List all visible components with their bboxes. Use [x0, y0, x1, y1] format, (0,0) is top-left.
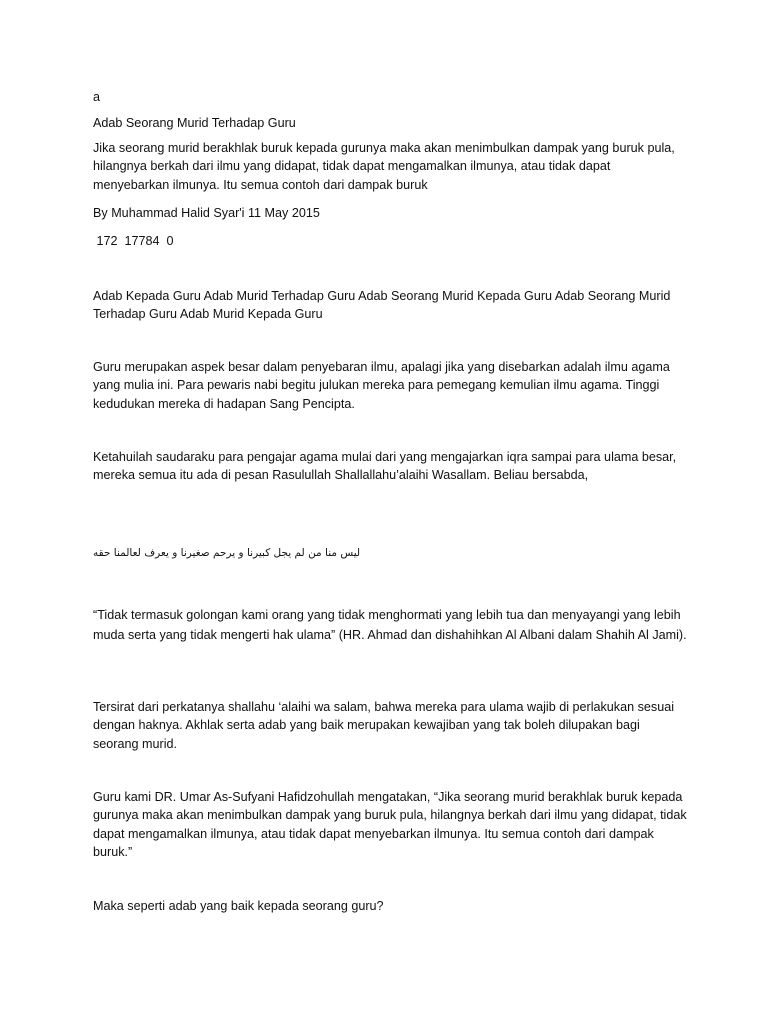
- paragraph-2: Ketahuilah saudaraku para pengajar agama mulai dari yang mengajarkan iqra sampai para ulama besar, mereka semua itu ada di pesan Rasulullah Shallallahu’alaihi Wasallam. Beliau bersabda,: [93, 450, 677, 483]
- article-stats: 172 17784 0: [93, 234, 174, 248]
- arabic-hadith: ليس منا من لم يجل كبيرنا و يرحم صغيرنا و يعرف لعالمنا حقه: [93, 547, 361, 559]
- byline: By Muhammad Halid Syar'i 11 May 2015: [93, 206, 320, 220]
- hadith-translation: “Tidak termasuk golongan kami orang yang tidak menghormati yang lebih tua dan menyayangi yang lebih muda serta yang tidak mengerti hak ulama” (HR. Ahmad dan dishahihkan Al Albani dalam Shahih Al Jami).: [93, 608, 687, 642]
- closing-question: Maka seperti adab yang baik kepada seorang guru?: [93, 899, 384, 913]
- paragraph-1: Guru merupakan aspek besar dalam penyebaran ilmu, apalagi jika yang disebarkan adalah ilmu agama yang mulia ini. Para pewaris nabi begitu julukan mereka para pemegang kemulian ilmu agama. Tinggi kedudukan mereka di hadapan Sang Pencipta.: [93, 360, 670, 411]
- paragraph-after-hadith: Tersirat dari perkatanya shallahu ‘alaihi wa salam, bahwa mereka para ulama wajib di perlakukan sesuai dengan haknya. Akhlak serta adab yang baik merupakan kewajiban yang tak boleh dilupakan bagi seorang murid.: [93, 700, 675, 751]
- article-summary: Jika seorang murid berakhlak buruk kepada gurunya maka akan menimbulkan dampak yang buruk pula, hilangnya berkah dari ilmu yang didapat, tidak dapat mengamalkan ilmunya, atau tidak dapat menyebarkan ilmunya. Itu semua contoh dari dampak buruk: [93, 141, 675, 192]
- article-title: Adab Seorang Murid Terhadap Guru: [93, 116, 296, 130]
- page-marker: a: [93, 90, 101, 104]
- article-tags: Adab Kepada Guru Adab Murid Terhadap Guru Adab Seorang Murid Kepada Guru Adab Seorang Murid Terhadap Guru Adab Murid Kepada Guru: [93, 289, 671, 322]
- quote-paragraph: Guru kami DR. Umar As-Sufyani Hafidzohullah mengatakan, “Jika seorang murid berakhlak buruk kepada gurunya maka akan menimbulkan dampak yang buruk pula, hilangnya berkah dari ilmu yang didapat, tidak dapat mengamalkan ilmunya, atau tidak dapat menyebarkan ilmunya. Itu semua contoh dari dampak buruk.”: [93, 790, 687, 860]
